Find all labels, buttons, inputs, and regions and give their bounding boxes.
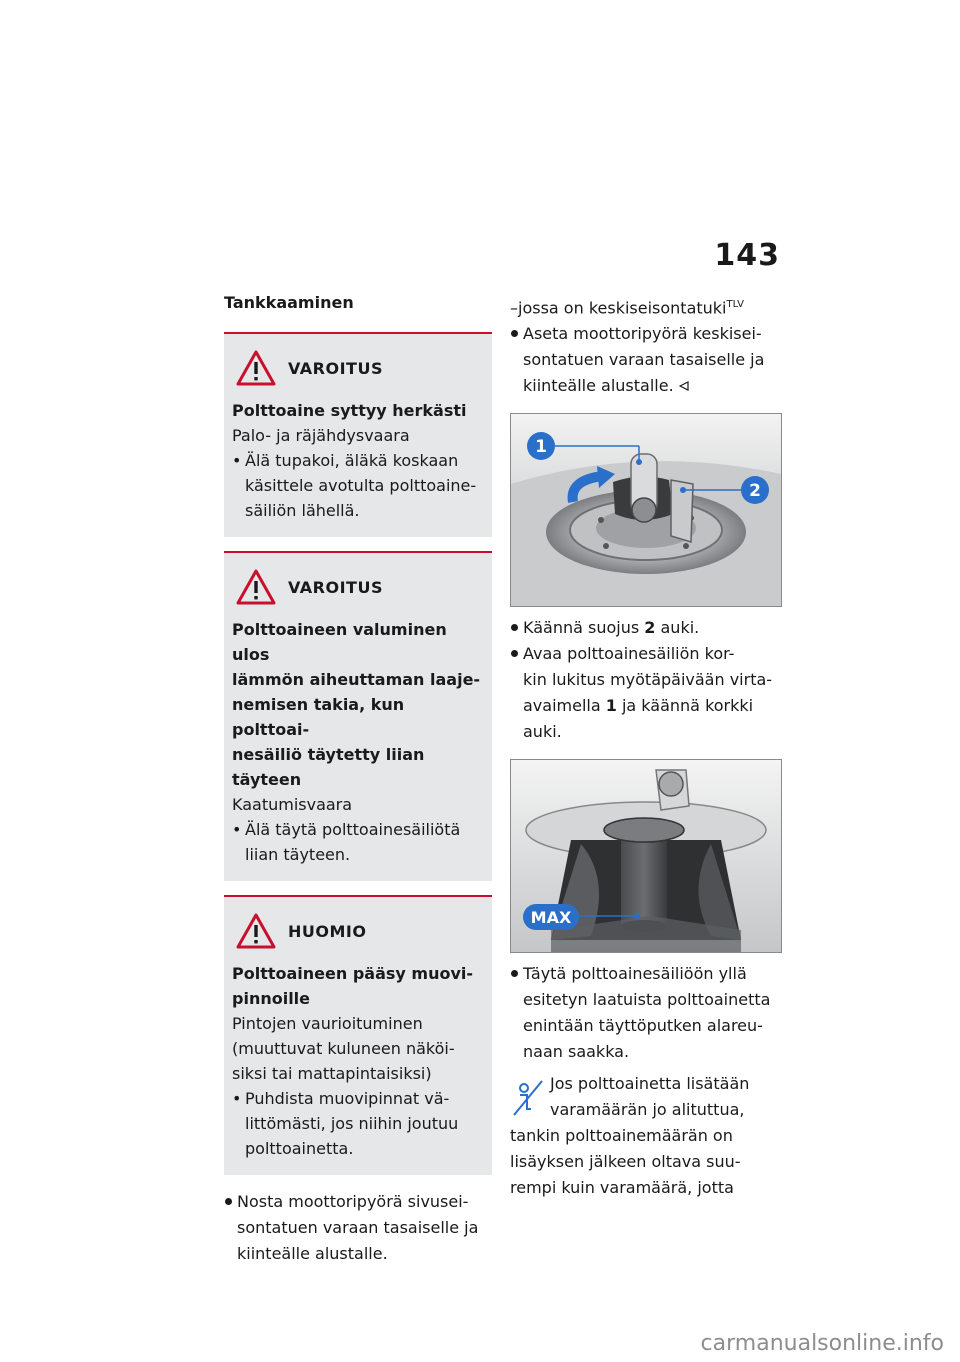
max-label: MAX [530,908,572,928]
step-fill-fuel-cont: naan saakka. [523,1042,630,1062]
warning-subtitle: Palo- ja räjähdysvaara [232,426,410,445]
step-open-cap-cont: avaimella 1 ja käännä korkki [523,696,754,716]
watermark: carmanualsonline.info [700,1331,944,1356]
left-column [224,292,492,1267]
step-center-stand-cont: kiinteälle alustalle. [523,376,674,396]
step-open-cap-cont: auki. [523,722,562,742]
step-side-stand-cont: kiinteälle alustalle. [237,1244,388,1263]
notice-subtitle: Pintojen vaurioituminen [232,1014,423,1033]
section-title: Tankkaaminen [224,293,354,312]
step-open-cap: Avaa polttoainesäiliön kor- [510,641,782,667]
end-of-section-icon [679,381,689,391]
notice-bullet-cont: littömästi, jos niihin joutuu [245,1114,459,1133]
warning-bullet-cont: liian täyteen. [245,845,351,864]
notice-subtitle: (muuttuvat kuluneen näköi- [232,1039,455,1058]
info-icon [510,1077,544,1117]
center-stand-intro [510,292,782,321]
intro-text: –jossa on keskiseisontatuki [510,298,727,318]
warning-title: VAROITUS [288,577,383,597]
callout-1-label: 1 [535,437,547,458]
notice-heading: pinnoille [232,989,311,1008]
note-line: rempi kuin varamäärä, jotta [510,1178,734,1198]
callout-ref-2: 2 [644,618,656,638]
warning-heading: lämmön aiheuttaman laaje- [232,670,481,689]
warning-box-overflow [224,551,492,881]
fuel-cap-illustration [511,414,781,606]
warning-heading: nesäiliö täytetty liian täyteen [232,745,425,789]
step-center-stand: Aseta moottoripyörä keskisei- [510,321,782,347]
note-line: tankin polttoainemäärän on [510,1126,733,1146]
warning-heading: Polttoaineen valuminen ulos [232,620,447,664]
warning-title: VAROITUS [288,358,383,378]
notice-bullet-cont: polttoainetta. [245,1139,354,1158]
notice-box-plastic [224,895,492,1175]
filler-neck-photo [510,759,782,953]
warning-triangle-icon [236,913,276,949]
warning-bullet: • Älä täytä polttoainesäiliötä [232,817,484,842]
step-fill-fuel-cont: enintään täyttöputken alareu- [523,1016,763,1036]
step-fill-fuel: Täytä polttoainesäiliöön yllä [510,961,782,987]
info-note [510,1071,782,1201]
callout-2-label: 2 [749,481,761,502]
notice-subtitle: siksi tai mattapintaisiksi) [232,1064,432,1083]
note-line: varamäärän jo alituttua, [550,1100,745,1120]
warning-heading: Polttoaine syttyy herkästi [232,401,467,420]
notice-header [236,913,484,949]
step-open-cap-cont: kin lukitus myötäpäivään virta- [523,670,773,690]
filler-neck-illustration [511,760,781,952]
fuel-cap-photo [510,413,782,607]
right-column [510,292,782,1201]
warning-bullet: • Älä tupakoi, äläkä koskaan [232,448,484,473]
step-fill-fuel-cont: esitetyn laatuista polttoainetta [523,990,771,1010]
note-line: Jos polttoainetta lisätään [550,1074,750,1094]
step-center-stand-end [510,373,782,399]
notice-bullet: • Puhdista muovipinnat vä- [232,1086,484,1111]
warning-triangle-icon [236,350,276,386]
warning-bullet-cont: käsittele avotulta polttoaine- [245,476,477,495]
step-center-stand-cont: sontatuen varaan tasaiselle ja [523,350,765,370]
step-turn-cover: Käännä suojus 2 auki. [510,615,782,641]
note-line: lisäyksen jälkeen oltava suu- [510,1152,741,1172]
step-side-stand-cont: sontatuen varaan tasaiselle ja [237,1218,479,1237]
warning-heading: nemisen takia, kun polttoai- [232,695,405,739]
step-side-stand: Nosta moottoripyörä sivusei- [224,1189,492,1215]
warning-triangle-icon [236,569,276,605]
warning-box-fire [224,332,492,537]
warning-subtitle: Kaatumisvaara [232,795,353,814]
callout-ref-1: 1 [605,696,617,716]
warning-header [236,350,484,386]
notice-heading: Polttoaineen pääsy muovi- [232,964,474,983]
warning-bullet-cont: säiliön lähellä. [245,501,360,520]
warning-header [236,569,484,605]
page-number: 143 [714,238,780,273]
notice-title: HUOMIO [288,921,367,941]
intro-superscript: TLV [726,299,744,310]
